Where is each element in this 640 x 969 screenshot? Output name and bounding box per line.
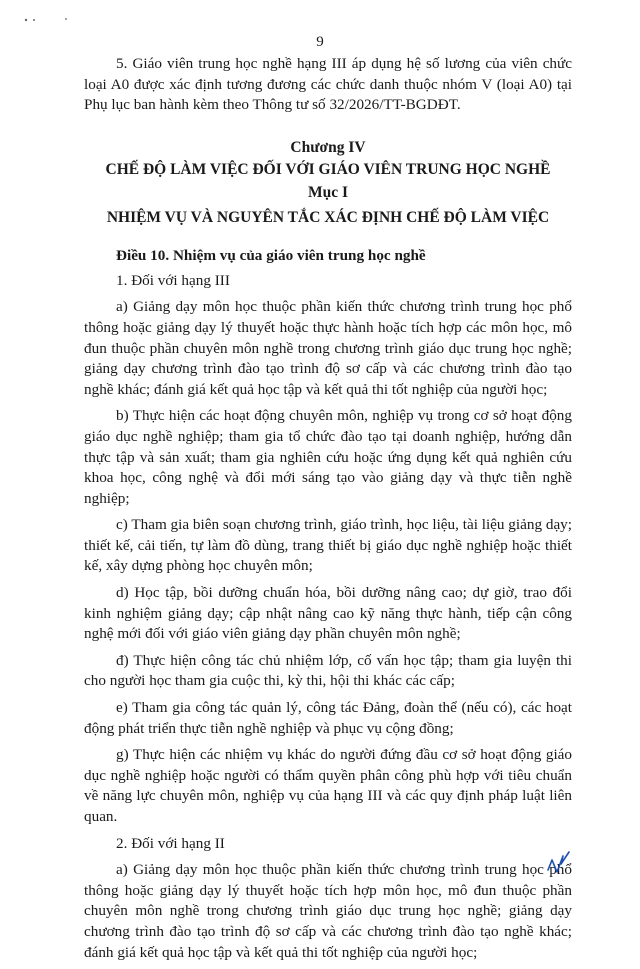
rank-3-item-b: b) Thực hiện các hoạt động chuyên môn, nghiệp vụ trong cơ sở hoạt động giáo dục nghề nghiệp; tham gia tổ chức đào tạo tại doanh nghiệp, hướng dẫn thực tập và sản xuất; tham gia nghiên cứu hoặc ứng dụng kết quả nghiên cứu khoa học, công nghệ và đổi mới sáng tạo vào giảng dạy và thực tiễn nghề nghiệp;: [84, 407, 572, 507]
rank-3-item-d: d) Học tập, bồi dưỡng chuẩn hóa, bồi dưỡng nâng cao; dự giờ, trao đổi kinh nghiệm giảng dạy; cập nhật nâng cao kỹ năng thực hành, tiếp cận công nghệ mới đối với giáo viên giảng dạy phần chuyên môn nghề;: [84, 584, 572, 643]
paragraph-intro: 5. Giáo viên trung học nghề hạng III áp dụng hệ số lương của viên chức loại A0 được xác định tương đương các chức danh thuộc nhóm V (loại A0) tại Phụ lục ban hành kèm theo Thông tư số 32/2026/TT-BGDĐT.: [84, 55, 572, 114]
section-title: NHIỆM VỤ VÀ NGUYÊN TẮC XÁC ĐỊNH CHẾ ĐỘ LÀM VIỆC: [106, 208, 550, 226]
rank-3-item-c: c) Tham gia biên soạn chương trình, giáo trình, học liệu, tài liệu giảng dạy; thiết kế, cải tiến, tự làm đồ dùng, trang thiết bị giáo dục nghề nghiệp hoặc thiết kế, xây dựng phòng học chuyên môn;: [84, 516, 572, 575]
rank-3-item-e: e) Tham gia công tác quản lý, công tác Đảng, đoàn thể (nếu có), các hoạt động phát triển thực tiễn nghề nghiệp và phục vụ cộng đồng;: [84, 699, 572, 737]
margin-mark: [20, 15, 80, 25]
rank-3-item-dd: đ) Thực hiện công tác chủ nhiệm lớp, cố vấn học tập; tham gia luyện thi cho người học tham gia cuộc thi, kỳ thi, hội thi khác các cấp;: [84, 651, 572, 690]
document-body: [84, 54, 572, 969]
article-title: Điều 10. Nhiệm vụ của giáo viên trung học nghề: [116, 247, 426, 265]
rank-3-item-a: a) Giảng dạy môn học thuộc phần kiến thức chương trình trung học phổ thông hoặc giảng dạy lý thuyết hoặc thực hành hoặc tích hợp các môn học, mô đun thuộc phần chuyên môn nghề trong chương trình giáo dục trung học nghề; giảng dạy chương trình đào tạo trình độ sơ cấp và các chương trình đào tạo nghề khác; đánh giá kết quả học tập và kết quả thi tốt nghiệp của người học;: [84, 298, 572, 398]
rank-2-label: 2. Đối với hạng II: [116, 834, 225, 852]
rank-3-label: 1. Đối với hạng III: [116, 271, 230, 289]
chapter-title: CHẾ ĐỘ LÀM VIỆC ĐỐI VỚI GIÁO VIÊN TRUNG HỌC NGHỀ: [105, 161, 551, 179]
initial-signature: [545, 848, 575, 878]
section-label: Mục I: [307, 183, 349, 201]
rank-2-item-a: a) Giảng dạy môn học thuộc phần kiến thức chương trình trung học phổ thông hoặc giảng dạy lý thuyết hoặc tích hợp môn học, mô đun thuộc phần chuyên môn nghề trong chương trình giáo dục trung học nghề; giảng dạy chương trình đào tạo trình độ sơ cấp và các chương trình đào tạo nghề khác; đánh giá kết quả học tập và kết quả thi tốt nghiệp của người học;: [84, 861, 572, 961]
page-number: 9: [316, 34, 324, 50]
chapter-label: Chương IV: [290, 138, 366, 156]
rank-3-item-g: g) Thực hiện các nhiệm vụ khác do người đứng đầu cơ sở hoạt động giáo dục nghề nghiệp hoặc người có thẩm quyền phân công phù hợp với tiêu chuẩn về năng lực chuyên môn, nghiệp vụ của hạng III và các quy định pháp luật liên quan.: [84, 746, 572, 825]
